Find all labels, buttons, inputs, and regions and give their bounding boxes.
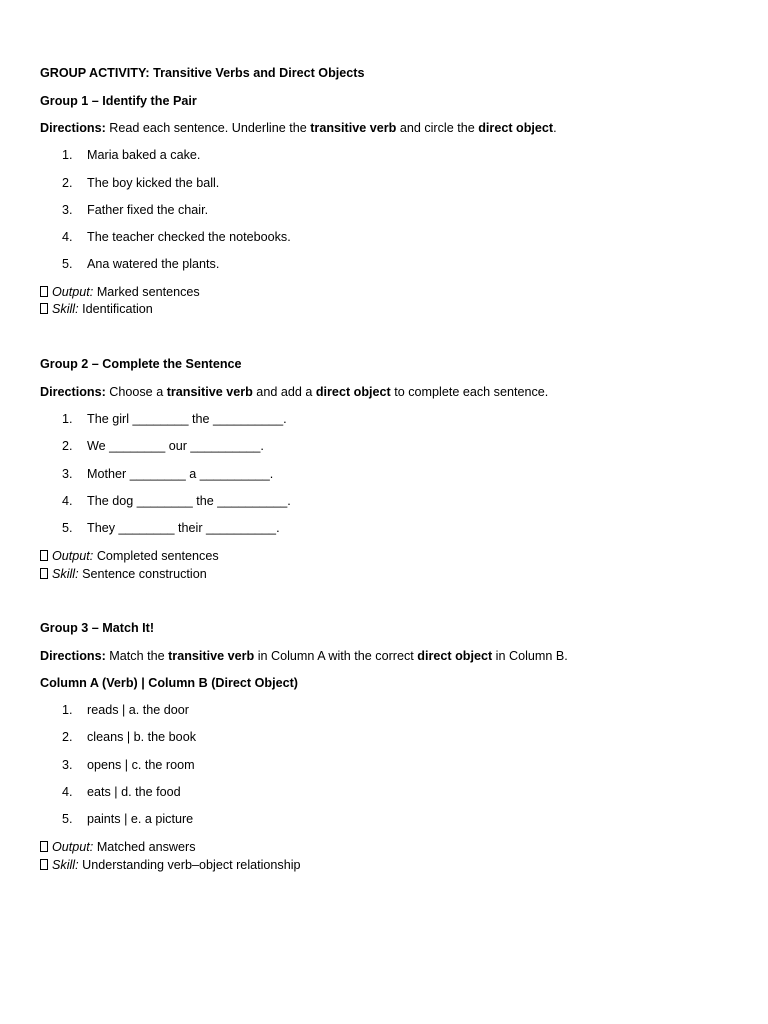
output-line	[40, 286, 200, 299]
output-line	[40, 841, 196, 854]
item-text: They ________ their __________.	[87, 521, 280, 535]
output-value: Completed sentences	[96, 549, 219, 563]
item-text: eats | d. the food	[87, 785, 181, 799]
item-number: 2.	[62, 439, 73, 453]
directions-text: Match the	[109, 649, 169, 663]
directions-text: to complete each sentence.	[390, 385, 549, 399]
output-label: Output:	[52, 285, 94, 299]
item-number: 4.	[62, 230, 73, 244]
directions-emphasis: direct object	[315, 385, 391, 399]
item-number: 4.	[62, 494, 73, 508]
directions-label: Directions:	[40, 121, 106, 135]
directions-emphasis: transitive verb	[166, 385, 253, 399]
checkbox-icon	[40, 550, 48, 561]
group-1-directions	[40, 122, 557, 135]
skill-line	[40, 568, 207, 581]
directions-text: and add a	[252, 385, 316, 399]
checkbox-icon	[40, 303, 48, 314]
skill-label: Skill:	[52, 567, 79, 581]
checkbox-icon	[40, 859, 48, 870]
checkbox-icon	[40, 568, 48, 579]
skill-label: Skill:	[52, 858, 79, 872]
item-text: paints | e. a picture	[87, 812, 194, 826]
directions-text: Choose a	[109, 385, 167, 399]
item-number: 1.	[62, 148, 73, 162]
skill-value: Identification	[82, 302, 153, 316]
output-line	[40, 550, 219, 563]
item-text: opens | c. the room	[87, 758, 195, 772]
output-label: Output:	[52, 549, 94, 563]
skill-line	[40, 303, 153, 316]
checkbox-icon	[40, 841, 48, 852]
directions-emphasis: transitive verb	[168, 649, 255, 663]
item-number: 2.	[62, 176, 73, 190]
item-number: 5.	[62, 521, 73, 535]
skill-value: Sentence construction	[82, 567, 207, 581]
item-text: reads | a. the door	[87, 703, 189, 717]
directions-emphasis: direct object	[478, 121, 554, 135]
item-number: 2.	[62, 730, 73, 744]
group-3-heading: Group 3 – Match It!	[40, 621, 155, 635]
page-title: GROUP ACTIVITY: Transitive Verbs and Direct Objects	[40, 66, 365, 80]
skill-value: Understanding verb–object relationship	[82, 858, 301, 872]
output-value: Matched answers	[96, 840, 196, 854]
directions-text: in Column B.	[492, 649, 568, 663]
item-text: Ana watered the plants.	[87, 257, 220, 271]
group-2-directions	[40, 386, 548, 399]
skill-line	[40, 859, 301, 872]
item-number: 1.	[62, 412, 73, 426]
group-3-directions	[40, 650, 568, 663]
skill-label: Skill:	[52, 302, 79, 316]
item-number: 1.	[62, 703, 73, 717]
item-number: 3.	[62, 467, 73, 481]
item-text: The teacher checked the notebooks.	[87, 230, 291, 244]
item-text: The dog ________ the __________.	[87, 494, 291, 508]
directions-text: in Column A with the correct	[254, 649, 418, 663]
output-label: Output:	[52, 840, 94, 854]
item-number: 5.	[62, 812, 73, 826]
item-text: We ________ our __________.	[87, 439, 264, 453]
directions-label: Directions:	[40, 385, 106, 399]
item-text: The girl ________ the __________.	[87, 412, 287, 426]
item-text: cleans | b. the book	[87, 730, 196, 744]
directions-text: and circle the	[396, 121, 479, 135]
item-number: 3.	[62, 758, 73, 772]
checkbox-icon	[40, 286, 48, 297]
item-number: 4.	[62, 785, 73, 799]
group-2-heading: Group 2 – Complete the Sentence	[40, 357, 242, 371]
directions-label: Directions:	[40, 649, 106, 663]
item-text: The boy kicked the ball.	[87, 176, 220, 190]
directions-emphasis: transitive verb	[310, 121, 397, 135]
directions-text: .	[553, 121, 557, 135]
item-text: Father fixed the chair.	[87, 203, 209, 217]
item-number: 3.	[62, 203, 73, 217]
item-text: Mother ________ a __________.	[87, 467, 274, 481]
output-value: Marked sentences	[96, 285, 200, 299]
group-1-heading: Group 1 – Identify the Pair	[40, 94, 197, 108]
columns-header: Column A (Verb) | Column B (Direct Object)	[40, 676, 298, 690]
directions-emphasis: direct object	[417, 649, 493, 663]
item-number: 5.	[62, 257, 73, 271]
directions-text: Read each sentence. Underline the	[109, 121, 311, 135]
item-text: Maria baked a cake.	[87, 148, 201, 162]
